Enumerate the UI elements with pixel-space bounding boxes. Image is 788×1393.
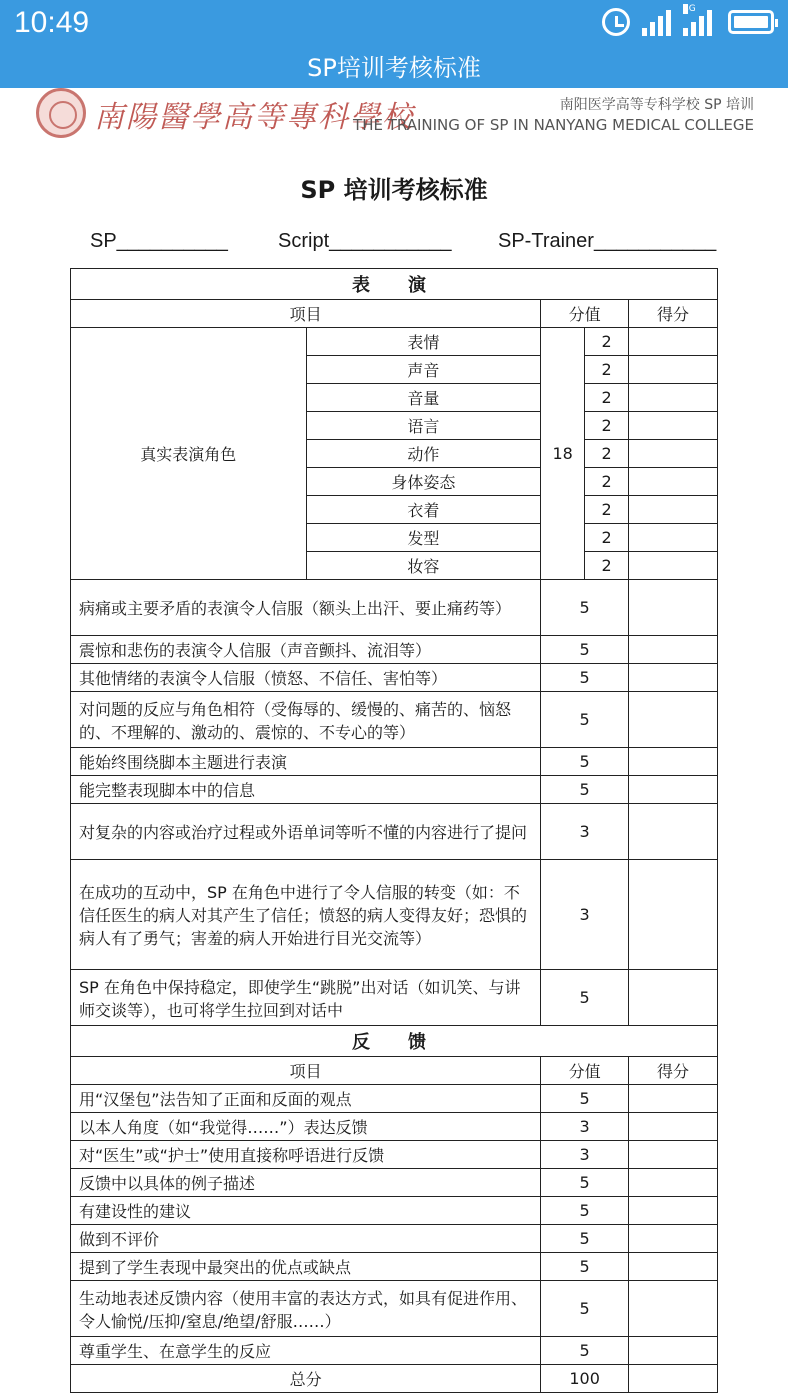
status-time: 10:49 [14, 6, 90, 39]
status-bar [0, 0, 788, 48]
feedback-item-label: 生动地表述反馈内容（使用丰富的表达方式，如具有促进作用、令人愉悦/压抑/窒息/绝望/舒服……） [71, 1281, 541, 1337]
school-seal-icon [36, 88, 86, 138]
section-title-feedback: 反 馈 [71, 1026, 718, 1057]
document-title: SP 培训考核标准 [300, 176, 488, 204]
school-name-logo: 南陽醫學高等專科學校 [94, 100, 414, 135]
item-score: 5 [541, 776, 629, 804]
score-cell [629, 1085, 718, 1113]
header-item: 项目 [71, 1057, 541, 1085]
item-score: 5 [541, 664, 629, 692]
total-score: 100 [541, 1365, 629, 1393]
score-cell [629, 440, 718, 468]
sub-item-score: 2 [585, 496, 629, 524]
feedback-item-label: 对“医生”或“护士”使用直接称呼语进行反馈 [71, 1141, 541, 1169]
score-cell [629, 804, 718, 860]
score-cell [629, 524, 718, 552]
feedback-item-label: 提到了学生表现中最突出的优点或缺点 [71, 1253, 541, 1281]
feedback-item-score: 3 [541, 1113, 629, 1141]
score-cell [629, 384, 718, 412]
sub-item-label: 表情 [306, 328, 541, 356]
score-cell [629, 328, 718, 356]
score-cell [629, 412, 718, 440]
feedback-item-label: 尊重学生、在意学生的反应 [71, 1337, 541, 1365]
group-total: 18 [541, 328, 585, 580]
sub-item-label: 音量 [306, 384, 541, 412]
group-label: 真实表演角色 [71, 328, 307, 580]
feedback-item-score: 5 [541, 1281, 629, 1337]
score-cell [629, 1169, 718, 1197]
sub-item-score: 2 [585, 524, 629, 552]
item-label: 震惊和悲伤的表演令人信服（声音颤抖、流泪等） [71, 636, 541, 664]
feedback-item-score: 5 [541, 1253, 629, 1281]
cellular-4g-icon [683, 4, 712, 36]
item-score: 5 [541, 692, 629, 748]
item-label: 能始终围绕脚本主题进行表演 [71, 748, 541, 776]
school-subtitle [353, 94, 754, 134]
score-cell [629, 1141, 718, 1169]
status-icons [602, 4, 774, 36]
score-cell [629, 692, 718, 748]
script-field: Script___________ [278, 230, 452, 252]
signal-icon [642, 8, 671, 36]
item-label: 对问题的反应与角色相符（受侮辱的、缓慢的、痛苦的、恼怒的、不理解的、激动的、震惊的、不专心的等） [71, 692, 541, 748]
sub-item-label: 妆容 [306, 552, 541, 580]
item-label: 能完整表现脚本中的信息 [71, 776, 541, 804]
sub-item-score: 2 [585, 328, 629, 356]
score-cell [629, 580, 718, 636]
score-cell [629, 1225, 718, 1253]
sub-item-score: 2 [585, 384, 629, 412]
header-score: 分值 [541, 300, 629, 328]
feedback-item-score: 3 [541, 1141, 629, 1169]
school-header [0, 88, 788, 138]
sub-item-label: 身体姿态 [306, 468, 541, 496]
header-score: 分值 [541, 1057, 629, 1085]
header-got: 得分 [629, 300, 718, 328]
sub-item-label: 发型 [306, 524, 541, 552]
item-score: 3 [541, 860, 629, 970]
score-cell [629, 1197, 718, 1225]
sub-item-label: 动作 [306, 440, 541, 468]
score-cell [629, 970, 718, 1026]
score-cell [629, 1281, 718, 1337]
score-cell [629, 356, 718, 384]
sp-trainer-field: SP-Trainer___________ [498, 230, 717, 252]
item-label: 病痛或主要矛盾的表演令人信服（额头上出汗、要止痛药等） [71, 580, 541, 636]
score-cell [629, 1337, 718, 1365]
score-cell [629, 1365, 718, 1393]
assessment-table [70, 268, 718, 1393]
section-title-performance: 表 演 [71, 269, 718, 300]
feedback-item-score: 5 [541, 1169, 629, 1197]
item-score: 5 [541, 748, 629, 776]
sub-item-score: 2 [585, 356, 629, 384]
score-cell [629, 1253, 718, 1281]
sub-item-score: 2 [585, 552, 629, 580]
header-got: 得分 [629, 1057, 718, 1085]
feedback-item-label: 用“汉堡包”法告知了正面和反面的观点 [71, 1085, 541, 1113]
feedback-item-score: 5 [541, 1197, 629, 1225]
item-label: 在成功的互动中，SP 在角色中进行了令人信服的转变（如：不信任医生的病人对其产生了信任；愤怒的病人变得友好；恐惧的病人有了勇气；害羞的病人开始进行目光交流等） [71, 860, 541, 970]
feedback-item-score: 5 [541, 1085, 629, 1113]
item-score: 5 [541, 580, 629, 636]
battery-icon [728, 10, 774, 34]
sub-item-score: 2 [585, 440, 629, 468]
score-cell [629, 748, 718, 776]
feedback-item-label: 反馈中以具体的例子描述 [71, 1169, 541, 1197]
feedback-item-label: 做到不评价 [71, 1225, 541, 1253]
score-cell [629, 552, 718, 580]
score-cell [629, 776, 718, 804]
feedback-item-score: 5 [541, 1337, 629, 1365]
app-title-bar: SP培训考核标准 [0, 48, 788, 88]
school-subtitle-cn: 南阳医学高等专科学校 SP 培训 [559, 97, 754, 113]
sub-item-label: 衣着 [306, 496, 541, 524]
score-cell [629, 664, 718, 692]
item-label: SP 在角色中保持稳定，即使学生“跳脱”出对话（如讥笑、与讲师交谈等），也可将学生拉回到对话中 [71, 970, 541, 1026]
score-cell [629, 636, 718, 664]
score-cell [629, 1113, 718, 1141]
sub-item-score: 2 [585, 468, 629, 496]
score-cell [629, 860, 718, 970]
sub-item-label: 语言 [306, 412, 541, 440]
score-cell [629, 496, 718, 524]
header-item: 项目 [71, 300, 541, 328]
feedback-item-label: 有建设性的建议 [71, 1197, 541, 1225]
item-score: 5 [541, 970, 629, 1026]
sub-item-score: 2 [585, 412, 629, 440]
item-label: 其他情绪的表演令人信服（愤怒、不信任、害怕等） [71, 664, 541, 692]
item-score: 5 [541, 636, 629, 664]
feedback-item-label: 以本人角度（如“我觉得……”）表达反馈 [71, 1113, 541, 1141]
item-score: 3 [541, 804, 629, 860]
alarm-icon [602, 8, 630, 36]
score-cell [629, 468, 718, 496]
network-type-label: 4G [683, 4, 696, 14]
item-label: 对复杂的内容或治疗过程或外语单词等听不懂的内容进行了提问 [71, 804, 541, 860]
total-label: 总分 [71, 1365, 541, 1393]
feedback-item-score: 5 [541, 1225, 629, 1253]
sub-item-label: 声音 [306, 356, 541, 384]
school-subtitle-en: THE TRAINING OF SP IN NANYANG MEDICAL COLLEGE [353, 116, 754, 134]
sp-field: SP__________ [90, 230, 228, 252]
